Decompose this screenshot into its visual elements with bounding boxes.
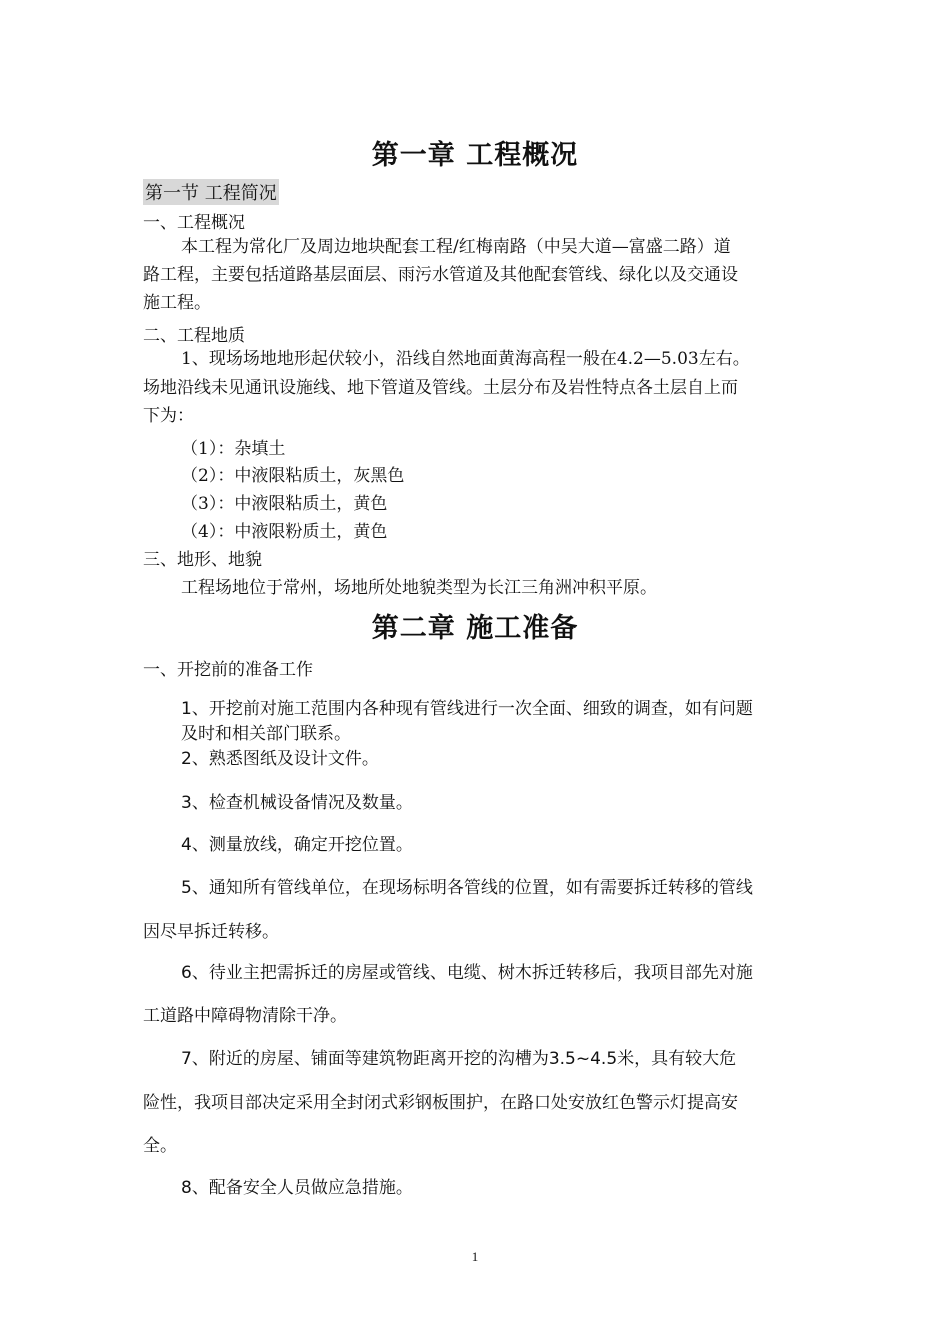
heading-project-overview: 一、工程概况	[143, 213, 245, 233]
heading-terrain: 三、地形、地貌	[143, 550, 262, 570]
prep-item-3: 3、检查机械设备情况及数量。	[181, 793, 413, 813]
prep-item-1-line-2: 及时和相关部门联系。	[181, 724, 351, 744]
prep-item-6-line-1: 6、待业主把需拆迁的房屋或管线、电缆、树木拆迁转移后，我项目部先对施	[181, 963, 753, 983]
prep-item-5-line-1: 5、通知所有管线单位，在现场标明各管线的位置，如有需要拆迁转移的管线	[181, 878, 753, 898]
overview-line-1: 本工程为常化厂及周边地块配套工程/红梅南路（中吴大道—富盛二路）道	[181, 237, 731, 257]
prep-item-4: 4、测量放线，确定开挖位置。	[181, 835, 413, 855]
soil-layer-item: （1）：杂填土	[181, 439, 286, 459]
chapter-2-title: 第二章 施工准备	[371, 613, 579, 644]
soil-layer-item: （3）：中液限粘质土，黄色	[181, 494, 388, 514]
soil-layer-item: （4）：中液限粉质土，黄色	[181, 522, 388, 542]
geology-line-1: 1、现场场地地形起伏较小，沿线自然地面黄海高程一般在4.2—5.03左右。	[181, 349, 750, 369]
prep-item-7-line-3: 全。	[143, 1136, 177, 1156]
prep-item-5-line-2: 因尽早拆迁转移。	[143, 922, 279, 942]
terrain-text: 工程场地位于常州，场地所处地貌类型为长江三角洲冲积平原。	[181, 578, 657, 598]
overview-line-3: 施工程。	[143, 293, 211, 313]
prep-item-6-line-2: 工道路中障碍物清除干净。	[143, 1006, 347, 1026]
prep-item-7-line-1: 7、附近的房屋、铺面等建筑物距离开挖的沟槽为3.5~4.5米，具有较大危	[181, 1049, 737, 1069]
geology-line-3: 下为：	[143, 406, 194, 426]
prep-item-2: 2、熟悉图纸及设计文件。	[181, 749, 379, 769]
prep-item-1-line-1: 1、开挖前对施工范围内各种现有管线进行一次全面、细致的调查，如有问题	[181, 699, 753, 719]
chapter-1-title: 第一章 工程概况	[371, 140, 579, 171]
heading-excavation-prep: 一、开挖前的准备工作	[143, 660, 313, 680]
page-number: 1	[471, 1249, 479, 1264]
geology-line-2: 场地沿线未见通讯设施线、地下管道及管线。土层分布及岩性特点各土层自上而	[143, 378, 738, 398]
prep-item-7-line-2: 险性，我项目部决定采用全封闭式彩钢板围护，在路口处安放红色警示灯提高安	[143, 1093, 738, 1113]
soil-layer-item: （2）：中液限粘质土，灰黑色	[181, 466, 405, 486]
heading-geology: 二、工程地质	[143, 326, 245, 346]
section-1-heading: 第一节 工程简况	[143, 179, 279, 205]
prep-item-8: 8、配备安全人员做应急措施。	[181, 1178, 413, 1198]
overview-line-2: 路工程，主要包括道路基层面层、雨污水管道及其他配套管线、绿化以及交通设	[143, 265, 738, 285]
